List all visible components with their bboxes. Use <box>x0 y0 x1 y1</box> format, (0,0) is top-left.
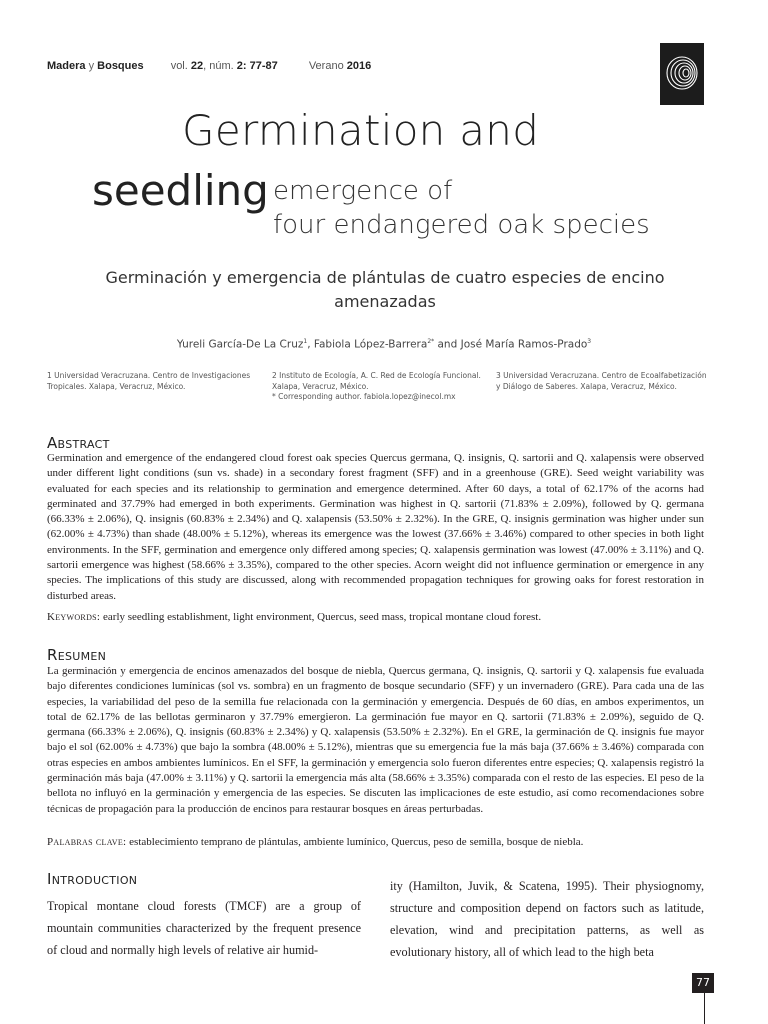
author-1: Yureli García-De La Cruz <box>176 338 304 351</box>
title-line-3: four endangered oak species <box>273 210 650 240</box>
author-3: José María Ramos-Prado <box>460 338 588 351</box>
affiliation-2: 2 Instituto de Ecología, A. C. Red de Ecología Funcional. Xalapa, Veracruz, México. * Corresponding author. fabiola.lopez@inecol.mx <box>272 371 487 403</box>
journal-name: Madera y Bosques <box>47 60 144 72</box>
resumen-text: La germinación y emergencia de encinos amenazados del bosque de niebla, Quercus germana, Q. insignis, Q. sartorii y Q. xalapensis fue evaluada bajo diferentes condiciones lumínicas (sol vs. sombra) en un fragmento de bosque secundario (SFF) y un invernadero (GRE). Para cada una de las especies, la variabilidad del peso de la semilla fue relacionada con la germinación y emergencia. Después de 60 días, en ambos experimentos, un total de 62.17% de las bellotas germinaron y 37.79% emergieron. La germinación fue mayor en Q. sartorii (71.83% ± 2.09%), seguido de Q. germana (66.33% ± 2.06%), Q. insignis (60.83% ± 2.34%) y Q. xalapensis (53.50% ± 2.32%). En el GRE, la germinación de Q. insignis fue mayor bajo el sol (62.00% ± 4.73%) que bajo la sombra (48.00% ± 5.12%), mientras que su emergencia fue la más baja (37.66% ± 3.46%) comparada con otras especies en ambos ambientes lumínicos. En el SFF, la germinación y emergencia solo fueron diferentes entre especies; Q. xalapensis registró la germinación más baja (47.00% ± 3.11%) y Q. sartorii la emergencia más alta (58.66% ± 3.35%) comparada con el resto de las especies. El peso de la bellota no influyó en la germinación y emergencia de las especies. Se discuten las implicaciones de este estudio, así como recomendaciones sobre técnicas de propagación para la producción de encinos para restaurar bosques en áreas perturbadas. <box>47 665 704 815</box>
abstract-text: Germination and emergence of the endangered cloud forest oak species Quercus germana, Q. insignis, Q. sartorii and Q. xalapensis were observed under different light conditions (sun vs. shade) in a secondary forest fragment (SFF) and in a greenhouse (GRE). Seed weight variability was evaluated for each species and its relationship to germination and emergence determined. After 60 days, a total of 62.17% of the acorns had germinated and 37.79% had emerged in both experiments. Germination was highest in Q. sartorii (71.83% ± 2.09%), followed by Q. germana (66.33% ± 2.06%), Q. insignis (60.83% ± 2.34%) and Q. xalapensis (53.50% ± 2.32%). In the GRE, Q. insignis germination was higher under sun (62.00% ± 4.73%) than shade (48.00% ± 5.12%), whereas its emergence was the lowest (37.66% ± 3.46%) compared to other species in both light environments. In the SFF, germination and emergence only differed among species; Q. xalapensis germination was lowest (47.00% ± 3.11%) and Q. sartorii emergence was highest (58.66% ± 3.35%), compared to the other species. Acorn weight did not influence germination or emergence in any species. The implications of this study are discussed, along with recommended propagation techniques for growing oaks for forest restoration in disturbed areas. <box>47 452 704 602</box>
author-list: Yureli García-De La Cruz$^1$, Fabiola López-Barrera$^{2*}$ and José María Ramos-Prado$^3$ <box>176 338 592 351</box>
abstract-heading: Abstract <box>47 434 110 452</box>
page-number: 77 <box>692 973 714 993</box>
affiliation-3: 3 Universidad Veracruzana. Centro de Ecoalfabetización y Diálogo de Saberes. Xalapa, Veracruz, México. <box>496 371 707 391</box>
season-info: Verano 2016 <box>308 60 372 72</box>
author-2: Fabiola López-Barrera <box>313 338 428 351</box>
resumen-keywords: Palabras clave: establecimiento temprano de plántulas, ambiente lumínico, Quercus, peso de semilla, bosque de niebla. <box>47 836 584 848</box>
journal-header <box>47 60 371 72</box>
corresponding-author: * Corresponding author. fabiola.lopez@inecol.mx <box>272 392 456 401</box>
journal-logo-icon <box>660 43 704 105</box>
page-margin-line <box>704 993 705 1024</box>
affiliation-1: 1 Universidad Veracruzana. Centro de Investigaciones Tropicales. Xalapa, Veracruz, México. <box>47 371 251 391</box>
introduction-left-column: Tropical montane cloud forests (TMCF) are a group of mountain communities characterized by the frequent presence of cloud and normally high levels of relative air humid- <box>47 899 361 957</box>
volume-info: vol. 22, núm. 2: 77-87 <box>170 60 278 72</box>
title-line-2-large: seedling <box>92 166 269 215</box>
title-line-1: Germination and <box>182 106 540 155</box>
introduction-right-column: ity (Hamilton, Juvik, & Scatena, 1995). Their physiognomy, structure and composition depend on factors such as latitude, elevation, wind and precipitation patterns, as well as evolutionary history, all of which lead to the high beta <box>390 879 704 959</box>
introduction-heading: Introduction <box>47 870 138 888</box>
spanish-title: Germinación y emergencia de plántulas de cuatro especies de encino amenazadas <box>105 268 665 311</box>
title-line-2-small: emergence of <box>273 176 453 206</box>
resumen-heading: Resumen <box>47 646 107 664</box>
abstract-keywords: Keywords: early seedling establishment, light environment, Quercus, seed mass, tropical montane cloud forest. <box>47 611 542 623</box>
